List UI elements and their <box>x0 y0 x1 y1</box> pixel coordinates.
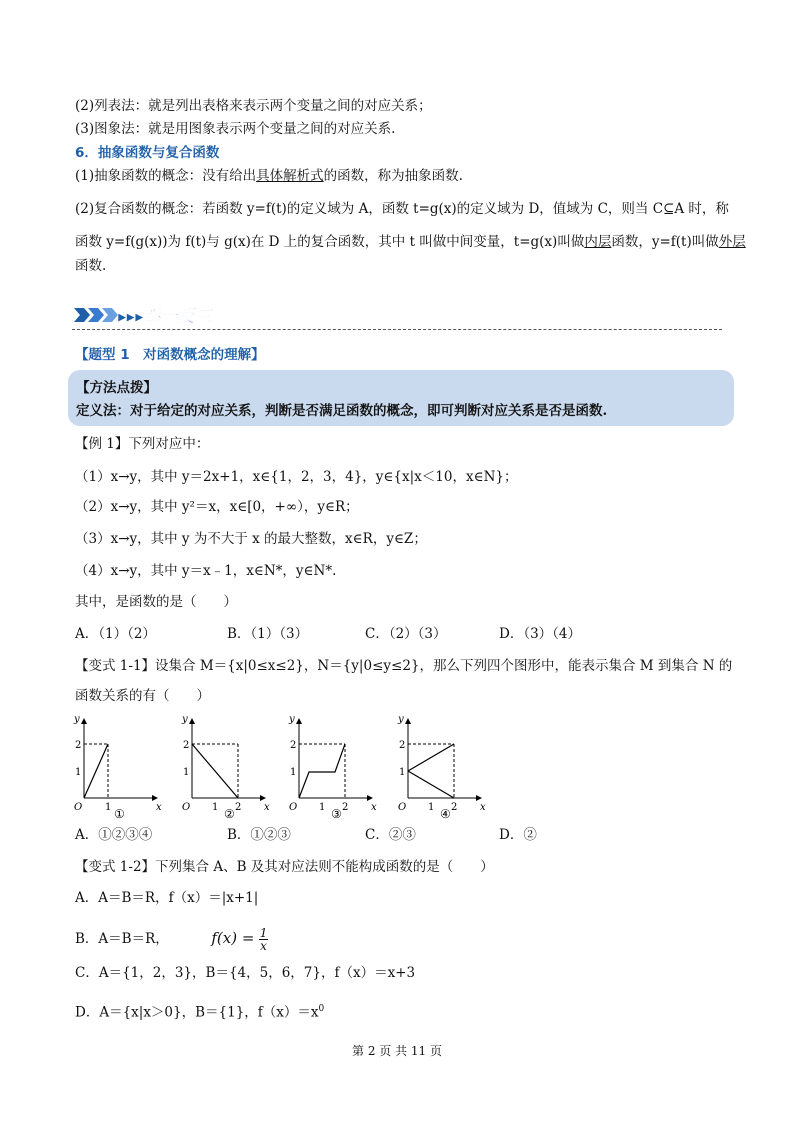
svg-text:2: 2 <box>235 802 242 813</box>
svg-text:2: 2 <box>290 740 297 751</box>
graph-line <box>408 771 454 798</box>
text-abstract-function: (1)抽象函数的概念：没有给出具体解析式的函数，称为抽象函数. <box>75 168 463 184</box>
svg-text:x: x <box>371 802 377 813</box>
svg-text:1: 1 <box>75 767 82 778</box>
variant-1-1-line1: 【变式 1-1】设集合 M＝{x|0≤x≤2}，N＝{y|0≤y≤2}，那么下列四个图形中，能表示集合 M 到集合 N 的 <box>75 658 733 674</box>
svg-text:y: y <box>398 714 404 725</box>
graph-figure-4 <box>394 712 494 824</box>
topic-title: 【题型 1 对函数概念的理解】 <box>75 347 265 363</box>
section-title-abstract-composite: 6．抽象函数与复合函数 <box>75 145 220 161</box>
variant-1-1-line2: 函数关系的有（ ） <box>75 688 210 704</box>
svg-text:2: 2 <box>183 740 190 751</box>
svg-text:2: 2 <box>399 740 406 751</box>
svg-text:②: ② <box>224 807 235 821</box>
variant-1-1-option-a[interactable]: A．①②③④ <box>75 827 153 843</box>
fraction-one-over-x: $\frac{1}{x}$ <box>259 926 268 953</box>
example-option-c[interactable]: C．（2）（3） <box>365 626 447 642</box>
svg-text:1: 1 <box>319 802 326 813</box>
svg-text:O: O <box>74 802 83 813</box>
svg-text:④: ④ <box>440 807 451 821</box>
text-line-list-method: (2)列表法：就是列出表格来表示两个变量之间的对应关系； <box>75 98 432 114</box>
svg-text:1: 1 <box>105 802 112 813</box>
section-banner <box>72 302 212 332</box>
svg-text:O: O <box>289 802 298 813</box>
svg-text:x: x <box>264 802 270 813</box>
example-option-a[interactable]: A．（1）（2） <box>75 626 156 642</box>
svg-text:O: O <box>182 802 191 813</box>
svg-text:2: 2 <box>342 802 349 813</box>
graph-line <box>408 744 454 771</box>
graph-figure-3 <box>285 712 385 824</box>
svg-text:y: y <box>182 714 188 725</box>
method-tip-text: 定义法：对于给定的对应关系，判断是否满足函数的概念，即可判断对应关系是否是函数. <box>76 403 608 419</box>
svg-text:1: 1 <box>399 767 406 778</box>
graph-line <box>299 744 345 798</box>
variant-1-2-option-c[interactable]: C．A＝{1，2，3}，B＝{4，5，6，7}，f（x）＝x+3 <box>75 965 416 981</box>
svg-text:y: y <box>289 714 295 725</box>
graph-line <box>192 744 238 798</box>
banner-arrow-icon <box>74 308 90 322</box>
example-question: 其中，是函数的是（ ） <box>75 594 237 610</box>
svg-text:1: 1 <box>428 802 435 813</box>
text-line-graph-method: (3)图象法：就是用图象表示两个变量之间的对应关系. <box>75 121 396 137</box>
example-stem: 【例 1】下列对应中： <box>75 436 210 452</box>
variant-1-1-option-d[interactable]: D．② <box>499 827 537 843</box>
svg-text:O: O <box>398 802 407 813</box>
banner-arrow-icon <box>88 308 104 322</box>
function-expression: f(x) = <box>211 929 255 947</box>
svg-text:2: 2 <box>75 740 82 751</box>
example-item-1: （1）x→y，其中 y＝2x+1，x∈{1，2，3，4}，y∈{x|x＜10，x∈N}； <box>75 469 518 485</box>
svg-text:x: x <box>156 802 162 813</box>
example-option-b[interactable]: B．（1）（3） <box>227 626 309 642</box>
example-item-3: （3）x→y，其中 y 为不大于 x 的最大整数，x∈R，y∈Z； <box>75 531 427 547</box>
svg-text:1: 1 <box>183 767 190 778</box>
graph-figure-1 <box>70 712 170 824</box>
svg-text:y: y <box>74 714 80 725</box>
svg-text:x: x <box>480 802 486 813</box>
svg-text:1: 1 <box>290 767 297 778</box>
example-option-d[interactable]: D．（3）（4） <box>499 626 582 642</box>
svg-text:1: 1 <box>212 802 219 813</box>
variant-1-2-stem: 【变式 1-2】下列集合 A、B 及其对应法则不能构成函数的是（ ） <box>75 859 494 875</box>
banner-graphic <box>72 302 212 328</box>
text-composite-function-line3: 函数. <box>75 258 107 274</box>
section-divider <box>72 329 722 330</box>
banner-title: ▸▸▸举一反三 <box>118 307 212 327</box>
graph-line <box>84 744 108 798</box>
variant-1-2-option-b[interactable]: B．A＝B＝R， f(x) = $\frac{1}{x}$ <box>75 926 268 953</box>
text-composite-function-line2: 函数 y=f(g(x))为 f(t)与 g(x)在 D 上的复合函数，其中 t 叫做中间变量，t=g(x)叫做内层函数，y=f(t)叫做外层 <box>75 234 746 250</box>
graph-figure-2 <box>178 712 278 824</box>
svg-text:①: ① <box>114 807 125 821</box>
example-item-2: （2）x→y，其中 y²＝x，x∈[0，+∞），y∈R； <box>75 499 359 515</box>
variant-1-1-option-c[interactable]: C．②③ <box>365 827 416 843</box>
text-composite-function-line1: (2)复合函数的概念：若函数 y=f(t)的定义域为 A，函数 t=g(x)的定义域为 D，值域为 C，则当 C⊆A 时，称 <box>75 201 729 217</box>
subset-symbol: ⊆ <box>663 201 675 217</box>
variant-1-2-option-d[interactable]: D．A＝{x|x＞0}，B＝{1}，$f(x)=x^0$ <box>75 1004 325 1021</box>
svg-text:2: 2 <box>451 802 458 813</box>
example-item-4: （4）x→y，其中 y＝x﹣1，x∈N*，y∈N*. <box>75 563 337 579</box>
variant-1-1-option-b[interactable]: B．①②③ <box>227 827 291 843</box>
method-tip-title: 【方法点拨】 <box>76 380 157 396</box>
banner-arrow-icon <box>102 308 118 322</box>
page-footer: 第 2 页 共 11 页 <box>352 1044 442 1058</box>
svg-text:③: ③ <box>331 807 342 821</box>
variant-1-2-option-a[interactable]: A．A＝B＝R，f（x）＝|x+1| <box>75 890 259 906</box>
